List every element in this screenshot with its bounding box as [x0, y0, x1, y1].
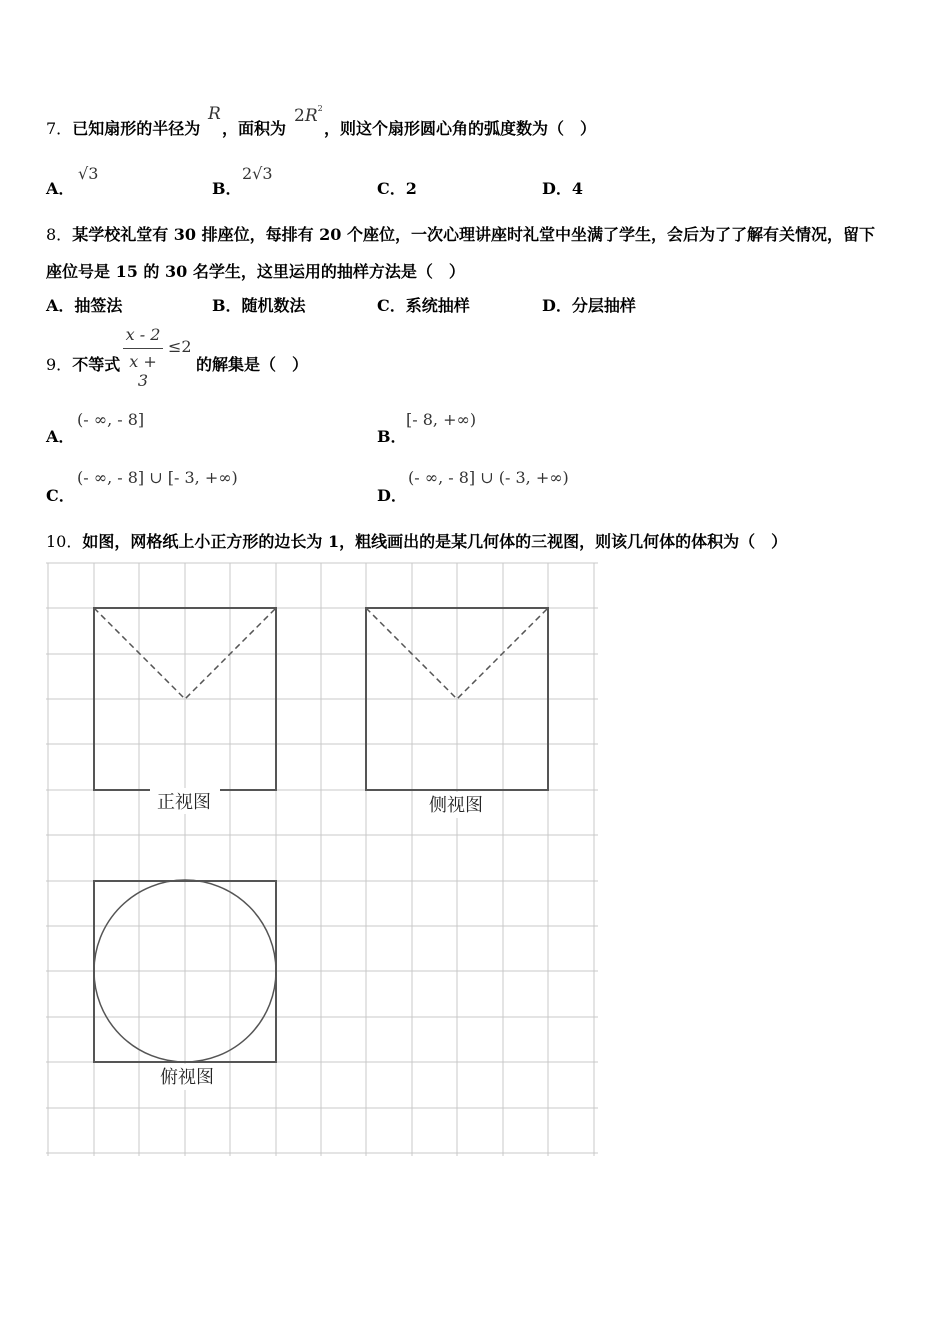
question-text: 如图，网格纸上小正方形的边长为 1，粗线画出的是某几何体的三视图，则该几何体的体积为（ ） — [82, 532, 788, 551]
area-exponent: 2 — [317, 104, 323, 113]
question-8 — [46, 222, 875, 245]
option-a-value: (- ∞, - 8] — [77, 410, 145, 429]
option-d-value: (- ∞, - 8] ∪ (- 3, +∞) — [408, 468, 569, 487]
question-text: ，面积为 — [222, 119, 287, 138]
question-text: ，则这个扇形圆心角的弧度数为（ ） — [324, 119, 597, 138]
three-view-figure — [44, 558, 604, 1163]
question-9 — [46, 352, 120, 375]
area-coefficient: 2 — [294, 106, 305, 126]
fraction-numerator: x - 2 — [125, 325, 161, 344]
question-10 — [46, 529, 787, 552]
inequality-relation: ≤2 — [168, 337, 192, 356]
grid-lines — [46, 563, 598, 1156]
option-b[interactable]: B．随机数法 — [212, 296, 306, 315]
question-number: 10． — [46, 532, 83, 551]
question-number: 9． — [46, 355, 73, 374]
fraction-denominator: x + 3 — [129, 352, 157, 390]
option-a[interactable]: A． — [46, 179, 75, 198]
question-text: 已知扇形的半径为 — [72, 119, 201, 138]
option-b[interactable]: B． — [212, 179, 242, 198]
question-number: 7． — [46, 119, 73, 138]
option-b-value: [- 8, +∞) — [406, 410, 477, 429]
option-a-value: √3 — [78, 164, 99, 183]
top-view-label: 俯视图 — [160, 1067, 214, 1088]
option-d[interactable]: D． — [377, 486, 407, 505]
option-c-value: (- ∞, - 8] ∪ [- 3, +∞) — [77, 468, 238, 487]
option-b-value: 2√3 — [242, 164, 273, 183]
side-view-label: 侧视图 — [429, 795, 483, 816]
option-a[interactable]: A． — [46, 427, 75, 446]
front-view-label: 正视图 — [157, 792, 211, 813]
question-text: 的解集是（ ） — [196, 355, 309, 374]
option-d[interactable]: D．4 — [542, 179, 584, 198]
question-text-continued: 座位号是 15 的 30 名学生，这里运用的抽样方法是（ ） — [46, 262, 465, 281]
area-formula — [294, 104, 323, 126]
question-text: 某学校礼堂有 30 排座位，每排有 20 个座位，一次心理讲座时礼堂中坐满了学生，会后为了了解有关情况，留下 — [72, 225, 876, 244]
question-text: 不等式 — [72, 355, 121, 374]
option-a[interactable]: A．抽签法 — [46, 296, 123, 315]
option-c[interactable]: C．2 — [377, 179, 417, 198]
option-c[interactable]: C． — [46, 486, 75, 505]
option-c[interactable]: C．系统抽样 — [377, 296, 470, 315]
question-number: 8． — [46, 225, 73, 244]
area-variable: R — [304, 106, 318, 126]
radius-symbol: R — [208, 104, 221, 124]
option-d[interactable]: D．分层抽样 — [542, 296, 636, 315]
option-b[interactable]: B． — [377, 427, 407, 446]
fraction-bar — [123, 348, 163, 349]
question-7 — [46, 116, 200, 139]
